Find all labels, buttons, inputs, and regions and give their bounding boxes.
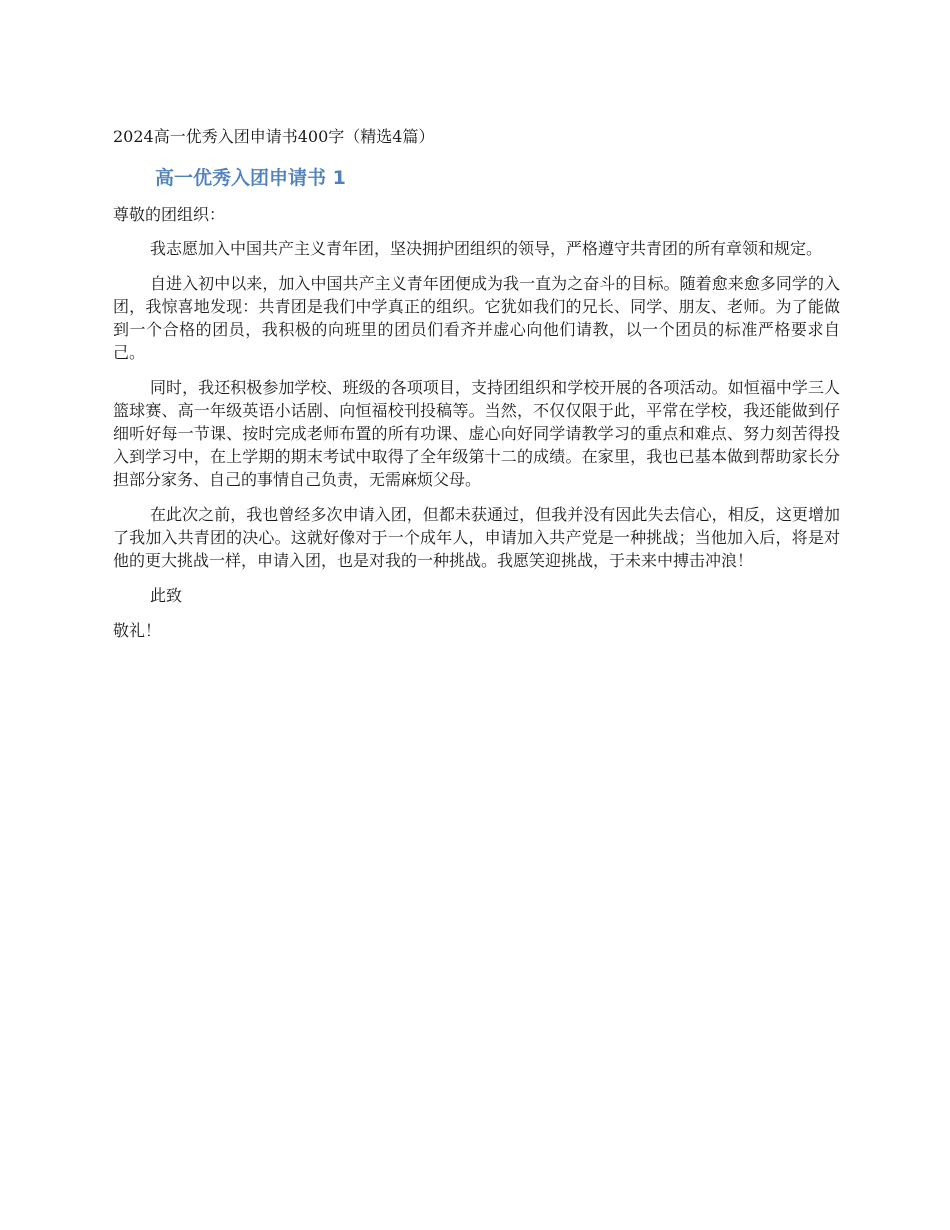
paragraph-2: 自进入初中以来，加入中国共产主义青年团便成为我一直为之奋斗的目标。随着愈来愈多同学的入团，我惊喜地发现：共青团是我们中学真正的组织。它犹如我们的兄长、同学、朋友、老师。为了能做到一个合格的团员，我积极的向班里的团员们看齐并虚心向他们请教，以一个团员的标准严格要求自己。 xyxy=(113,274,840,362)
paragraph-4: 在此次之前，我也曾经多次申请入团，但都未获通过，但我并没有因此失去信心，相反，这更增加了我加入共青团的决心。这就好像对于一个成年人，申请加入共产党是一种挑战；当他加入后，将是对他的更大挑战一样，申请入团，也是对我的一种挑战。我愿笑迎挑战，于未来中搏击冲浪！ xyxy=(113,505,840,570)
section-heading: 高一优秀入团申请书 1 xyxy=(155,167,346,189)
salutation: 尊敬的团组织： xyxy=(113,205,226,224)
letter-body xyxy=(113,203,840,654)
document-title: 2024高一优秀入团申请书400字（精选4篇） xyxy=(113,127,435,146)
paragraph-1: 我志愿加入中国共产主义青年团，坚决拥护团组织的领导，严格遵守共青团的所有章领和规定。 xyxy=(150,239,823,258)
closing: 此致 xyxy=(150,586,183,605)
paragraph-3: 同时，我还积极参加学校、班级的各项项目，支持团组织和学校开展的各项活动。如恒福中学三人篮球赛、高一年级英语小话剧、向恒福校刊投稿等。当然，不仅仅限于此，平常在学校，我还能做到仔细听好每一节课、按时完成老师布置的所有功课、虚心向好同学请教学习的重点和难点、努力刻苦得投入到学习中，在上学期的期末考试中取得了全年级第十二的成绩。在家里，我也已基本做到帮助家长分担部分家务、自己的事情自己负责，无需麻烦父母。 xyxy=(113,378,840,489)
regards: 敬礼！ xyxy=(113,621,162,640)
